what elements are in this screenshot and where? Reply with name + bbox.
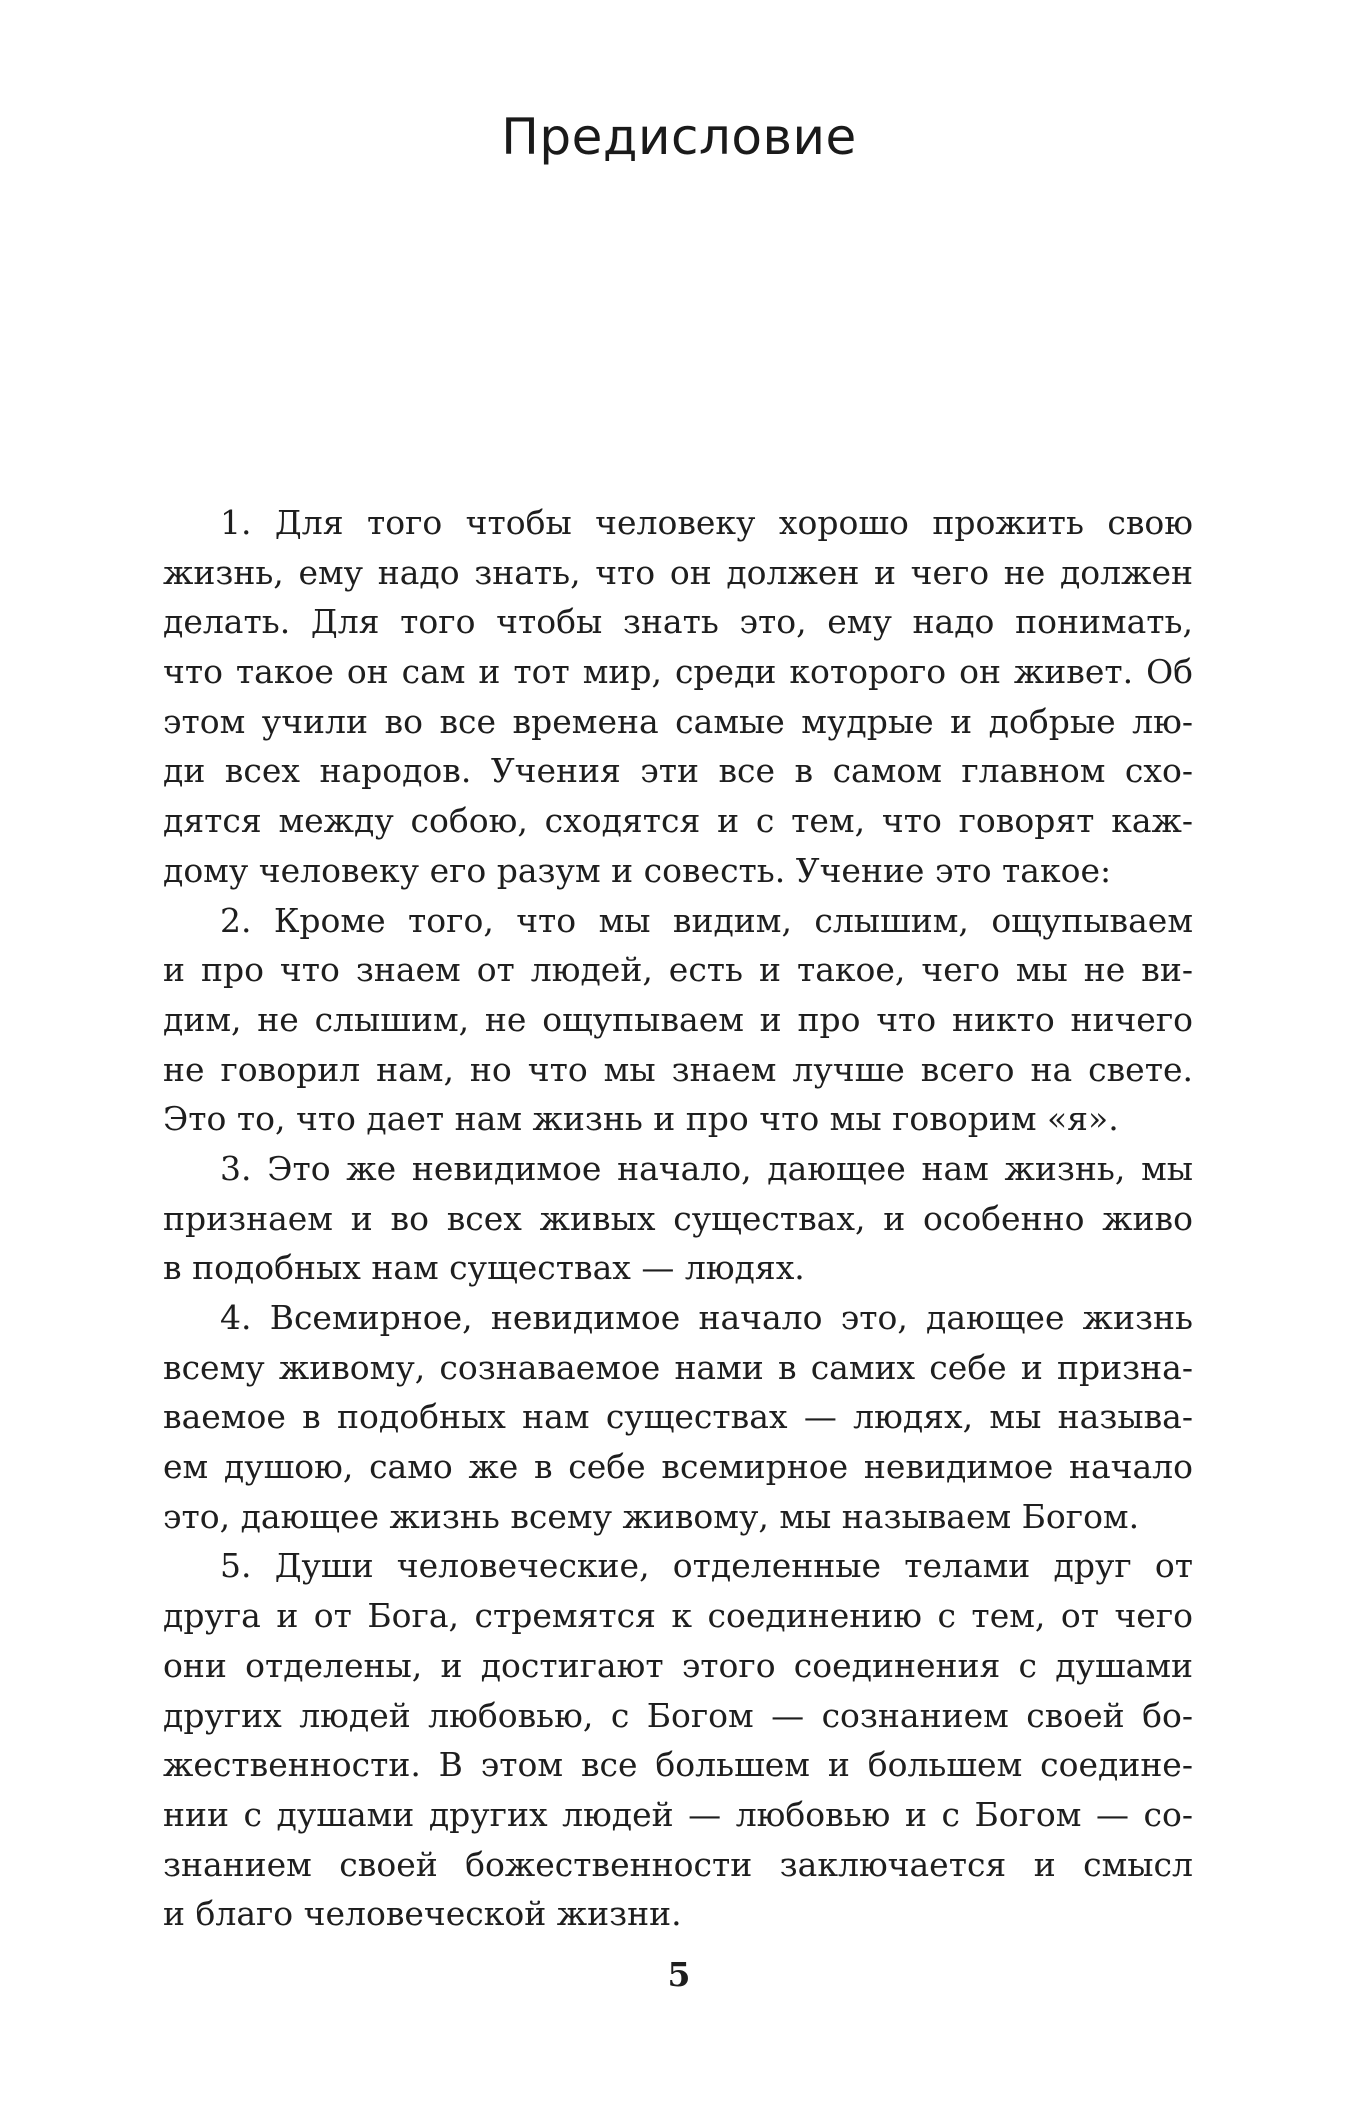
text-line: дому человеку его разум и совесть. Учение это такое: [163,850,1112,890]
text-line: Это то, что дает нам жизнь и про что мы говорим «я». [163,1099,1119,1139]
text-line: 3. Это же невидимое начало, дающее нам жизнь, мы [220,1148,1193,1188]
text-line: делать. Для того чтобы знать это, ему надо понимать, [163,602,1193,642]
text-line: они отделены, и достигают этого соединения с душами [163,1645,1193,1685]
text-line: дим, не слышим, не ощупываем и про что никто ничего [163,999,1193,1039]
text-line: 2. Кроме того, что мы видим, слышим, ощупываем [220,900,1193,940]
text-line: и про что знаем от людей, есть и такое, чего мы не ви- [163,950,1193,990]
text-line: других людей любовью, с Богом — сознанием своей бо- [163,1695,1193,1735]
body-text [163,498,1193,1939]
text-line: это, дающее жизнь всему живому, мы называем Богом. [163,1496,1140,1536]
text-line: ваемое в подобных нам существах — людях, мы называ- [163,1397,1193,1437]
text-line: нии с душами других людей — любовью и с Богом — со- [163,1794,1193,1834]
text-line: этом учили во все времена самые мудрые и добрые лю- [163,701,1193,741]
chapter-heading: Предисловие [501,108,857,166]
text-line: дятся между собою, сходятся и с тем, что говорят каж- [163,801,1193,841]
text-line: и благо человеческой жизни. [163,1894,682,1934]
text-line: всему живому, сознаваемое нами в самих себе и призна- [163,1347,1193,1387]
text-line: 4. Всемирное, невидимое начало это, дающее жизнь [220,1298,1193,1337]
text-line: жественности. В этом все большем и большем соедине- [163,1745,1193,1785]
text-line: 1. Для того чтобы человеку хорошо прожить свою [220,503,1193,542]
text-line: не говорил нам, но что мы знаем лучше всего на свете. [163,1049,1193,1089]
page-number: 5 [667,1955,691,1994]
text-line: что такое он сам и тот мир, среди которого он живет. Об [163,652,1193,692]
text-line: в подобных нам существах — людях. [163,1248,805,1288]
text-line: знанием своей божественности заключается и смысл [163,1844,1193,1884]
text-line: 5. Души человеческие, отделенные телами друг от [220,1546,1193,1586]
text-line: ди всех народов. Учения эти все в самом главном схо- [163,751,1193,791]
text-line: друга и от Бога, стремятся к соединению с тем, от чего [163,1596,1193,1636]
paragraph-5 [163,1541,1193,1939]
text-line: жизнь, ему надо знать, что он должен и чего не должен [163,552,1193,592]
text-line: признаем и во всех живых существах, и особенно живо [163,1198,1193,1238]
paragraph-4 [163,1293,1193,1541]
text-line: ем душою, само же в себе всемирное невидимое начало [163,1447,1193,1487]
paragraph-2 [163,896,1193,1144]
paragraph-1 [163,498,1193,896]
paragraph-3 [163,1144,1193,1293]
